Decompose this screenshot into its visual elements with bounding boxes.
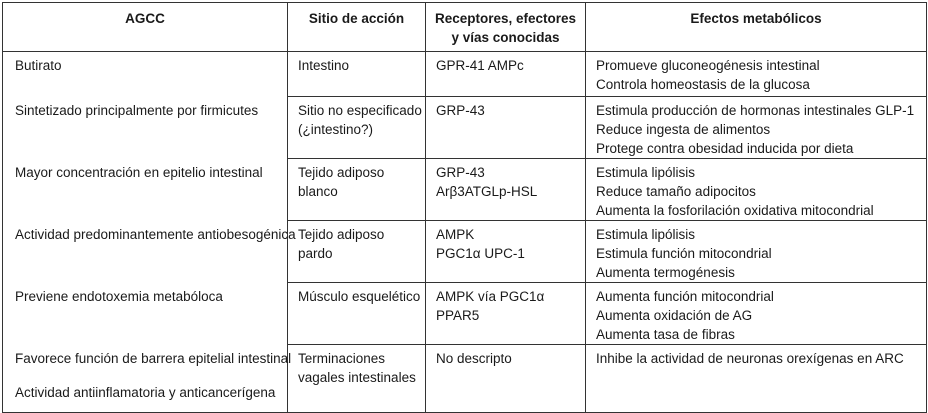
table-row	[3, 97, 927, 159]
cell-sitio: Intestino	[288, 52, 426, 97]
agcc-table	[2, 2, 927, 413]
cell-agcc: Sintetizado principalmente por firmicutes	[3, 97, 288, 159]
cell-receptores: No descripto	[426, 345, 586, 413]
cell-efectos: Estimula lipólisis Reduce tamaño adipocitos Aumenta la fosforilación oxidativa mitocondrial	[586, 159, 927, 221]
cell-agcc: Favorece función de barrera epitelial intestinal Actividad antiinflamatoria y anticancerígena	[3, 345, 288, 413]
cell-agcc: Butirato	[3, 52, 288, 97]
cell-efectos: Aumenta función mitocondrial Aumenta oxidación de AG Aumenta tasa de fibras	[586, 283, 927, 345]
table-row	[3, 283, 927, 345]
cell-receptores: GRP-43 Arβ3ATGLp-HSL	[426, 159, 586, 221]
cell-receptores: AMPK PGC1α UPC-1	[426, 221, 586, 283]
cell-efectos: Estimula producción de hormonas intestinales GLP-1 Reduce ingesta de alimentos Protege contra obesidad inducida por dieta	[586, 97, 927, 159]
cell-agcc: Mayor concentración en epitelio intestinal	[3, 159, 288, 221]
table-row	[3, 52, 927, 97]
table-row	[3, 221, 927, 283]
cell-sitio: Sitio no especificado (¿intestino?)	[288, 97, 426, 159]
cell-receptores: AMPK vía PGC1α PPAR5	[426, 283, 586, 345]
header-sitio: Sitio de acción	[288, 3, 426, 52]
cell-agcc: Actividad predominantemente antiobesogénica	[3, 221, 288, 283]
cell-efectos: Promueve gluconeogénesis intestinal Controla homeostasis de la glucosa	[586, 52, 927, 97]
table-row	[3, 159, 927, 221]
cell-sitio: Tejido adiposo pardo	[288, 221, 426, 283]
cell-sitio: Terminaciones vagales intestinales	[288, 345, 426, 413]
cell-efectos: Inhibe la actividad de neuronas orexígenas en ARC	[586, 345, 927, 413]
cell-efectos: Estimula lipólisis Estimula función mitocondrial Aumenta termogénesis	[586, 221, 927, 283]
cell-agcc: Previene endotoxemia metabóloca	[3, 283, 288, 345]
table-container	[2, 2, 926, 410]
header-row	[3, 3, 927, 52]
cell-sitio: Tejido adiposo blanco	[288, 159, 426, 221]
cell-sitio: Músculo esquelético	[288, 283, 426, 345]
table-row	[3, 345, 927, 413]
header-agcc: AGCC	[3, 3, 288, 52]
header-receptores: Receptores, efectores y vías conocidas	[426, 3, 586, 52]
cell-receptores: GPR-41 AMPc	[426, 52, 586, 97]
cell-receptores: GRP-43	[426, 97, 586, 159]
header-efectos: Efectos metabólicos	[586, 3, 927, 52]
